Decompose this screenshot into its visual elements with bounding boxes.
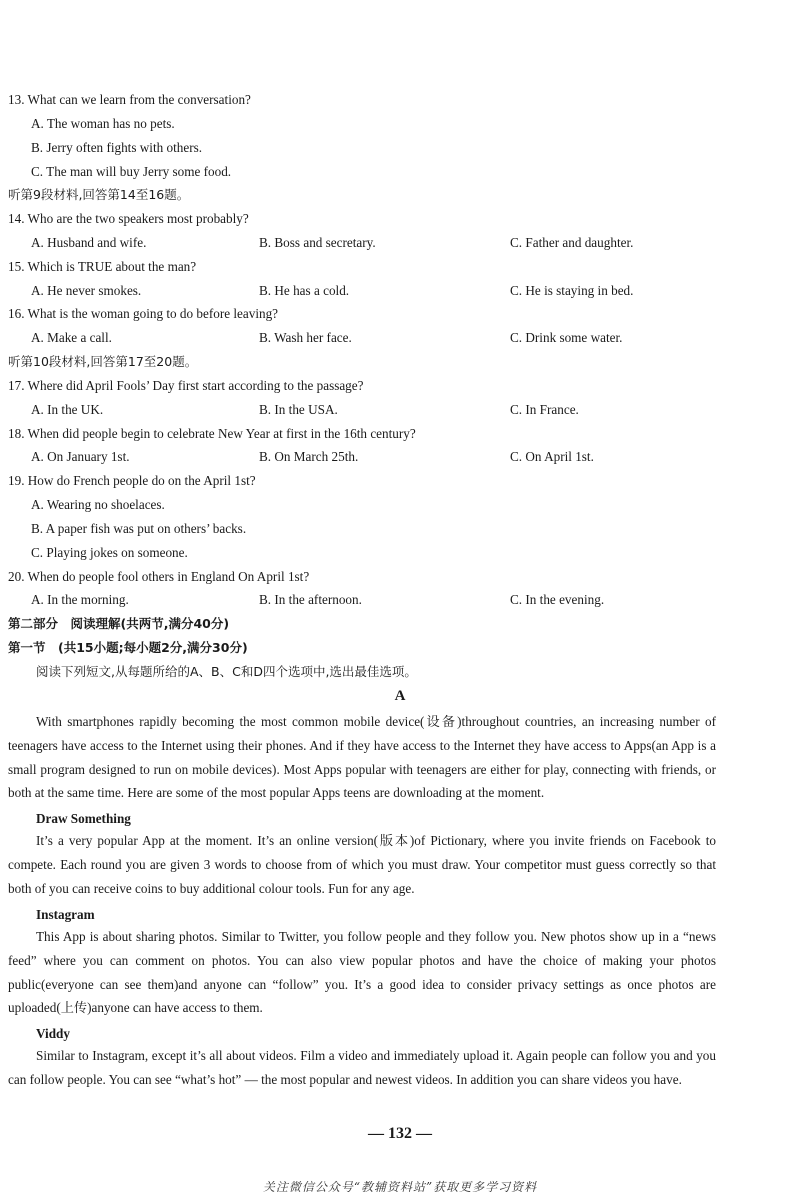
option-19c: C. Playing jokes on someone. <box>31 545 188 560</box>
section1-heading: 第一节 (共15小题;每小题2分,满分30分) <box>8 640 248 655</box>
option-15a: A. He never smokes. <box>31 283 142 298</box>
option-18c: C. On April 1st. <box>510 449 594 464</box>
app-title-instagram: Instagram <box>36 907 95 922</box>
question-18: 18. When did people begin to celebrate New Year at first in the 16th century? <box>8 426 416 441</box>
app-text: It’s a very popular App at the moment. It’s an online version(版本)of Pictionary, where you invite friends on Facebook to compete. Each round you are given 3 words to choose from of which you must draw. Your competitor must guess correctly so that both of you can receive coins to buy additional colour tools. Fun for any age. <box>8 833 716 896</box>
option-17a: A. In the UK. <box>31 402 104 417</box>
question-19: 19. How do French people do on the April 1st? <box>8 473 256 488</box>
page-number: — 132 — <box>368 1125 432 1142</box>
option-15b: B. He has a cold. <box>259 283 350 298</box>
app-text-instagram <box>8 925 716 1020</box>
app-text-draw-something <box>8 829 716 900</box>
option-14a: A. Husband and wife. <box>31 235 147 250</box>
option-20b: B. In the afternoon. <box>259 592 362 607</box>
option-13b: B. Jerry often fights with others. <box>31 140 203 155</box>
app-title-viddy: Viddy <box>36 1026 70 1041</box>
reading-instruction: 阅读下列短文,从每题所给的A、B、C和D四个选项中,选出最佳选项。 <box>36 664 417 679</box>
app-title-draw-something: Draw Something <box>36 811 131 826</box>
option-20a: A. In the morning. <box>31 592 129 607</box>
option-16c: C. Drink some water. <box>510 330 623 345</box>
option-20c: C. In the evening. <box>510 592 605 607</box>
option-17b: B. In the USA. <box>259 402 338 417</box>
question-16: 16. What is the woman going to do before leaving? <box>8 306 279 321</box>
app-text: Similar to Instagram, except it’s all about videos. Film a video and immediately upload it. Again people can follow you and you can follow people. You can see “what’s hot” — the most popular and newest videos. In addition you can share videos you have. <box>8 1048 716 1087</box>
option-15c: C. He is staying in bed. <box>510 283 634 298</box>
option-18a: A. On January 1st. <box>31 449 130 464</box>
option-18b: B. On March 25th. <box>259 449 359 464</box>
option-16a: A. Make a call. <box>31 330 112 345</box>
option-13a: A. The woman has no pets. <box>31 116 175 131</box>
passage-intro-text: With smartphones rapidly becoming the most common mobile device(设备)throughout countries, an increasing number of teenagers have access to the Internet using their phones. And if they have access to the Internet they have access to Apps(an App is a small program designed to run on mobile devices). Most Apps popular with teenagers are either for play, connecting with friends, or both at the same time. Here are some of the most popular Apps teens are downloading at the moment. <box>8 714 716 801</box>
passage-intro <box>8 710 716 805</box>
footer-watermark: 关注微信公众号“教辅资料站”获取更多学习资料 <box>262 1180 538 1194</box>
app-text: This App is about sharing photos. Similar to Twitter, you follow people and they follow you. New photos show up in a “news feed” where you can comment on photos. You can also view popular photos and have the choice of making your photos public(everyone can see them)and anyone can “follow” you. It’s a good idea to consider privacy settings as once photos are uploaded(上传)anyone can have access to them. <box>8 929 716 1016</box>
option-19b: B. A paper fish was put on others’ backs. <box>31 521 247 536</box>
question-15: 15. Which is TRUE about the man? <box>8 259 197 274</box>
part2-heading: 第二部分 阅读理解(共两节,满分40分) <box>8 616 230 631</box>
instruction-9: 听第9段材料,回答第14至16题。 <box>8 187 190 202</box>
question-17: 17. Where did April Fools’ Day first start according to the passage? <box>8 378 364 393</box>
question-14: 14. Who are the two speakers most probably? <box>8 211 249 226</box>
instruction-10: 听第10段材料,回答第17至20题。 <box>8 354 198 369</box>
app-text-viddy <box>8 1044 716 1092</box>
passage-title: A <box>394 688 406 704</box>
option-14c: C. Father and daughter. <box>510 235 634 250</box>
option-16b: B. Wash her face. <box>259 330 352 345</box>
option-13c: C. The man will buy Jerry some food. <box>31 164 232 179</box>
option-19a: A. Wearing no shoelaces. <box>31 497 165 512</box>
option-14b: B. Boss and secretary. <box>259 235 376 250</box>
question-13: 13. What can we learn from the conversation? <box>8 92 251 107</box>
option-17c: C. In France. <box>510 402 579 417</box>
question-20: 20. When do people fool others in England On April 1st? <box>8 569 310 584</box>
